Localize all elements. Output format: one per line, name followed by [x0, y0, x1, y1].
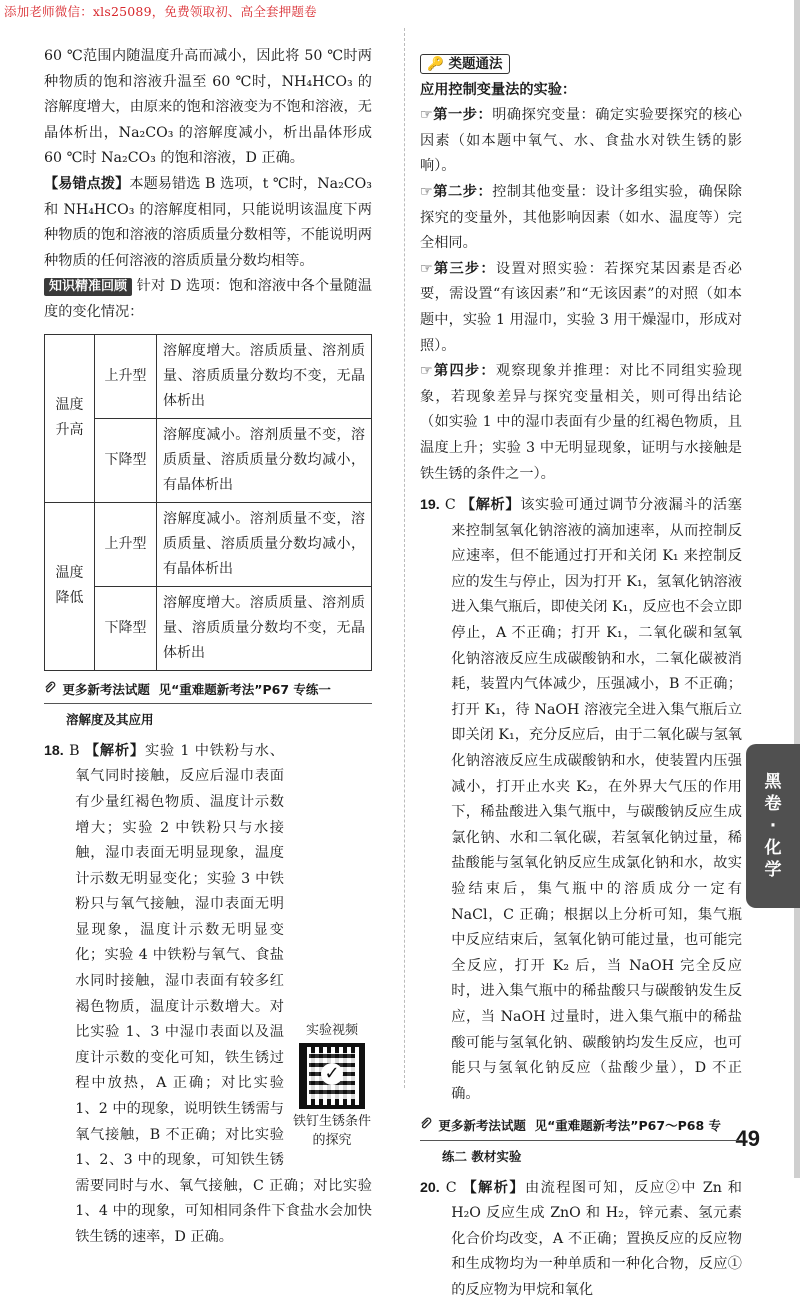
analysis-tag: 【解析】 [84, 742, 145, 759]
answer-letter: B [69, 742, 80, 759]
more-tests-title: 更多新考法试题 [62, 681, 150, 697]
question-number: 19. [420, 497, 440, 514]
section-tab [746, 744, 800, 908]
table-row [45, 502, 372, 586]
step-text: 明确探究变量：确定实验要探究的核心因素（如本题中氧气、水、食盐水对铁生锈的影响）。 [420, 107, 742, 175]
page-edge-strip [794, 0, 800, 1178]
section-tab-char-4: 学 [764, 860, 782, 880]
method-step [420, 359, 742, 487]
qr-caption-top: 实验视频 [305, 1022, 358, 1038]
section-tab-dot: · [769, 816, 777, 836]
question-number: 18. [44, 742, 64, 759]
table-row [45, 334, 372, 418]
review-paragraph [44, 274, 372, 325]
desc-cell: 溶解度减小。溶剂质量不变，溶质质量、溶质质量分数均减小，有晶体析出 [157, 418, 372, 502]
group-label-cool [45, 502, 95, 670]
pointing-hand-icon: ☞ [420, 183, 433, 200]
step-text: 观察现象并推理：对比不同组实验现象，若现象差异与探究变量相关，则可得出结论（如实验 1 中的湿巾表面有少量的红褐色物质，且温度上升；实验 3 中无明显现象，证明与水接触是铁生锈的条件之一）。 [420, 363, 742, 482]
more-tests-subtitle: 练二 教材实验 [442, 1148, 522, 1164]
intro-paragraph: 60 ℃范围内随温度升高而减小，因此将 50 ℃时两种物质的饱和溶液升温至 60 ℃时，NH₄HCO₃ 的溶解度增大，由原来的饱和溶液变为不饱和溶液，无晶体析出，Na₂CO₃ 的溶解度减小，析出晶体形成 60 ℃时 Na₂CO₃ 的饱和溶液，D 正确。 [44, 48, 372, 167]
left-column [44, 44, 372, 1251]
more-tests-subtitle: 溶解度及其应用 [66, 712, 154, 728]
table-row [45, 586, 372, 670]
pointing-hand-icon: ☞ [420, 107, 433, 124]
right-column [420, 52, 742, 1304]
pointing-hand-icon: ☞ [420, 363, 433, 380]
watermark: 添加老师微信：xls25089，免费领取初、高全套押题卷 [4, 4, 317, 19]
analysis-text: 由流程图可知，反应②中 Zn 和 H₂O 反应生成 ZnO 和 H₂，锌元素、氢元素化合价均改变，A 不正确；置换反应的反应物和生成物均为一种单质和一种化合物，反应①的反应物为甲烷和氧化 [451, 1179, 742, 1298]
step-label: 第四步： [432, 363, 496, 380]
solubility-table [44, 334, 372, 671]
error-tip-paragraph [44, 172, 372, 274]
question-18 [44, 739, 372, 1251]
table-row [45, 418, 372, 502]
step-label: 第一步： [432, 107, 493, 124]
more-tests-banner-1 [44, 677, 372, 705]
type-cell: 下降型 [95, 418, 157, 502]
answer-letter: C [444, 497, 456, 514]
group-label-line: 温度 [55, 565, 84, 582]
step-label: 第三步： [432, 260, 496, 277]
key-icon: 🔑 [427, 56, 444, 72]
error-tip-tag: 【易错点拨】 [44, 175, 130, 192]
question-19-text [420, 493, 742, 1107]
type-cell: 上升型 [95, 334, 157, 418]
check-icon: ✓ [321, 1063, 343, 1085]
page-number: 49 [735, 1126, 760, 1151]
analysis-text: 实验 1 中铁粉与水、氧气同时接触，反应后湿巾表面有少量红褐色物质、温度计示数增大；实验 2 中铁粉只与水接触，湿巾表面无明显现象，温度计示数无明显变化；实验 3 中铁粉只与氧气接触，湿巾表面无明显现象，温度计示数无明显变化；实验 4 中铁粉与氧气、食盐水同时接触，湿巾表面有较多红褐色物质，温度计示数增大。对比实验 1、3 中湿巾表面以及温度计示数的变化可知，铁生锈过程中放热，A 正确；对比实验 1、2 中的现象，说明铁生锈需与氧气接触，B 不正确；对比实验 1、2、3 中的现象，可知铁生锈需要同时与水、氧气接触，C 正确；对比实验 1、4 中的现象，可知相同条件下食盐水会加快铁生锈的速率，D 正确。 [75, 742, 372, 1245]
group-label-line: 升高 [55, 422, 84, 439]
method-title: 应用控制变量法的实验： [420, 81, 577, 98]
column-divider [404, 28, 405, 1088]
question-20-text [420, 1176, 742, 1304]
video-qr-block[interactable] [292, 1021, 372, 1150]
step-text: 控制其他变量：设计多组实验，确保除探究的变量外，其他影响因素（如水、温度等）完全相同。 [420, 183, 742, 252]
paperclip-icon [44, 677, 58, 703]
method-tag-label: 类题通法 [448, 56, 503, 72]
qr-caption-bottom: 铁钉生锈条件的探究 [292, 1113, 371, 1148]
desc-cell: 溶解度增大。溶质质量、溶剂质量、溶质质量分数均不变，无晶体析出 [157, 586, 372, 670]
method-step [420, 103, 742, 180]
analysis-text: 该实验可通过调节分液漏斗的活塞来控制氢氧化钠溶液的滴加速率，从而控制反应速率，但不能通过打开和关闭 K₁ 来控制反应的发生与停止，因为打开 K₁，氢氧化钠溶液进入集气瓶后，即使关闭 K₁，反应也不会立即停止，A 不正确；打开 K₁，二氧化碳和氢氧化钠溶液反应生成碳酸钠和水，二氧化碳被消耗，装置内气体减少，压强减小，B 不正确；打开 K₁，待 NaOH 溶液完全进入集气瓶后立即关闭 K₁，充分反应后，由于二氧化碳与氢氧化钠溶液反应生成碳酸钠和水，使装置内压强减小，打开止水夹 K₂，在外界大气压的作用下，稀盐酸进入集气瓶中，与碳酸钠反应生成氯化钠、水和二氧化碳，若氢氧化钠过量，稀盐酸能与氢氧化钠反应生成氯化钠和水，故实验结束后，集气瓶中的溶质成分一定有 NaCl，C 正确；根据以上分析可知，集气瓶中反应结束后，氢氧化钠可能过量，也可能完全反应，打开 K₂ 后，当 NaOH 完全反应时，进入集气瓶中的稀盐酸只与碳酸钠发生反应，当 NaOH 过量时，进入集气瓶中的稀盐酸可能与氢氧化钠、碳酸钠均发生反应，也可能只与氢氧化钠反应（盐酸少量），D 不正确。 [451, 497, 742, 1102]
type-cell: 上升型 [95, 502, 157, 586]
analysis-tag: 【解析】 [460, 497, 521, 514]
question-number: 20. [420, 1179, 440, 1196]
review-text: 针对 D 选项：饱和溶液中各个量随温度的变化情况： [44, 278, 372, 320]
method-header [420, 52, 742, 78]
method-step [420, 257, 742, 359]
desc-cell: 溶解度减小。溶剂质量不变，溶质质量、溶质质量分数均减小，有晶体析出 [157, 502, 372, 586]
question-18-text [44, 739, 372, 1251]
error-tip-text: 本题易错选 B 选项，t ℃时，Na₂CO₃ 和 NH₄HCO₃ 的溶解度相同，只能说明该温度下两种物质的饱和溶液的溶质质量分数相等，不能说明两种物质的任何溶液的溶质质量分数均相等。 [44, 175, 372, 269]
pointing-hand-icon: ☞ [420, 260, 433, 277]
more-tests-ref: 见“重难题新考法”P67～P68 专 [534, 1118, 721, 1134]
method-tag [420, 54, 510, 74]
desc-cell: 溶解度增大。溶质质量、溶剂质量、溶质质量分数均不变，无晶体析出 [157, 334, 372, 418]
type-cell: 下降型 [95, 586, 157, 670]
more-tests-title: 更多新考法试题 [438, 1118, 526, 1134]
review-tag: 知识精准回顾 [44, 278, 132, 296]
more-tests-ref: 见“重难题新考法”P67 专练一 [158, 681, 331, 697]
section-tab-char-2: 卷 [764, 794, 782, 814]
step-label: 第二步： [432, 183, 493, 200]
group-label-heat [45, 334, 95, 502]
section-tab-char-3: 化 [764, 838, 782, 858]
more-tests-banner-2 [420, 1113, 742, 1141]
group-label-line: 温度 [55, 397, 84, 414]
answer-letter: C [445, 1179, 457, 1196]
method-step [420, 180, 742, 257]
step-text: 设置对照实验：若探究某因素是否必要，需设置“有该因素”和“无该因素”的对照（如本题中，实验 1 用湿巾，实验 3 用干燥湿巾，形成对照）。 [420, 260, 742, 354]
qr-code[interactable] [299, 1043, 365, 1109]
group-label-line: 降低 [55, 590, 84, 607]
paperclip-icon [420, 1113, 434, 1139]
analysis-tag: 【解析】 [462, 1179, 526, 1196]
section-tab-char-1: 黑 [764, 772, 782, 792]
